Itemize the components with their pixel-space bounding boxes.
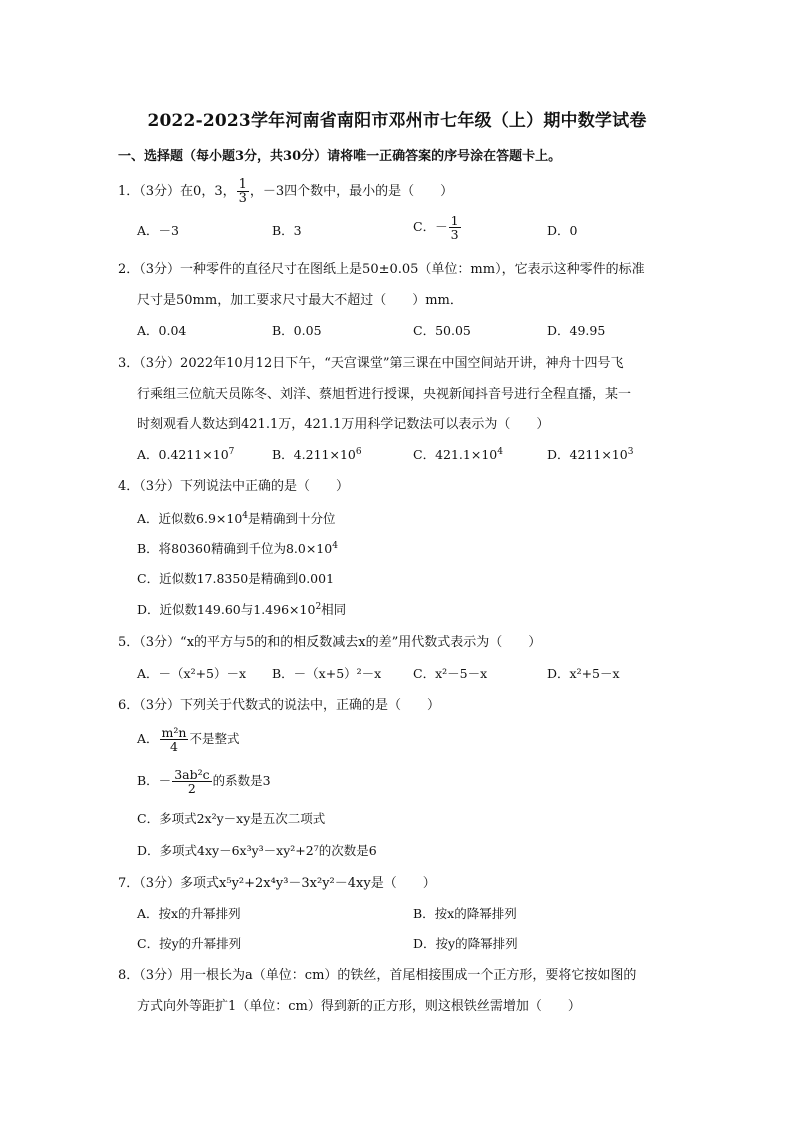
fraction: $\frac{1}{3}$ xyxy=(450,213,459,242)
q6-option-d: D．多项式4xy－6x³y³－xy²+2⁷的次数是6 xyxy=(137,843,377,858)
q7-option-b: B．按x的降幂排列 xyxy=(413,906,517,921)
q2-option-c: C．50.05 xyxy=(413,323,471,338)
q6-option-b: B．－ $\frac{\text{3ab²c}}{2}$ 的系数是3 xyxy=(137,767,271,796)
q2-option-d: D．49.95 xyxy=(547,323,606,338)
question-5-stem: 5．（3分）“x的平方与5的和的相反数减去x的差”用代数式表示为（ ） xyxy=(118,635,542,650)
q3-option-b: B．$4.211\times 10^6$ xyxy=(272,446,362,462)
q4-option-d: D．近似数149.60与$1.496\times 10^2$相同 xyxy=(137,601,347,617)
fraction: $\frac{\text{m²n}}{4}$ xyxy=(161,725,187,754)
q3-option-c: C．$421.1\times 10^4$ xyxy=(413,446,503,462)
q7-option-a: A．按x的升幂排列 xyxy=(137,906,241,921)
question-8-line1: 8．（3分）用一根长为a（单位：cm）的铁丝，首尾相接围成一个正方形，要将它按如图的 xyxy=(118,968,637,983)
q2-option-b: B．0.05 xyxy=(272,323,322,338)
q3-option-a: A．$0.4211\times 10^7$ xyxy=(137,446,235,462)
question-8-line2: 方式向外等距扩1（单位：cm）得到新的正方形，则这根铁丝需增加（ ） xyxy=(137,999,581,1014)
q1-option-d: D．0 xyxy=(547,223,578,238)
q4-option-a: A．近似数$6.9\times 10^4$是精确到十分位 xyxy=(137,510,336,526)
q4-option-c: C．近似数17.8350是精确到0.001 xyxy=(137,571,335,586)
question-2-line1: 2．（3分）一种零件的直径尺寸在图纸上是50±0.05（单位：mm），它表示这种零件的标准 xyxy=(118,262,645,277)
q1-option-c: C．－ $\frac{1}{3}$ xyxy=(413,213,459,242)
fraction: $\frac{\text{3ab²c}}{2}$ xyxy=(174,767,210,796)
section-heading: 一、选择题（每小题3分，共30分）请将唯一正确答案的序号涂在答题卡上。 xyxy=(118,149,562,164)
question-7-stem: 7．（3分）多项式x⁵y²+2x⁴y³－3x²y²－4xy是（ ） xyxy=(118,876,436,891)
q1-option-b: B．3 xyxy=(272,223,302,238)
question-2-line2: 尺寸是50mm，加工要求尺寸最大不超过（ ）mm． xyxy=(137,293,463,308)
q6-option-a: A． $\frac{\text{m²n}}{4}$ 不是整式 xyxy=(137,725,240,754)
page-title: 2022-2023学年河南省南阳市邓州市七年级（上）期中数学试卷 xyxy=(147,111,647,131)
question-1-stem: 1．（3分）在0，3， $\frac{1}{3}$ ，－3四个数中，最小的是（ ） xyxy=(118,177,454,206)
q7-option-d: D．按y的降幂排列 xyxy=(413,936,518,951)
question-3-line2: 行乘组三位航天员陈冬、刘洋、蔡旭哲进行授课，央视新闻抖音号进行全程直播，某一 xyxy=(137,387,632,402)
question-3-line3: 时刻观看人数达到421.1万，421.1万用科学记数法可以表示为（ ） xyxy=(137,417,550,432)
q3-option-d: D．$4211\times 10^3$ xyxy=(547,446,634,462)
q2-option-a: A．0.04 xyxy=(137,323,187,338)
fraction: $\frac{1}{3}$ xyxy=(238,177,247,206)
question-4-stem: 4．（3分）下列说法中正确的是（ ） xyxy=(118,479,350,494)
q4-option-b: B．将80360精确到千位为$8.0\times 10^4$ xyxy=(137,540,338,556)
q7-option-c: C．按y的升幂排列 xyxy=(137,936,242,951)
q6-option-c: C．多项式2x²y－xy是五次二项式 xyxy=(137,811,326,826)
q1-option-a: A．－3 xyxy=(137,223,179,238)
q5-option-c: C．x²－5－x xyxy=(413,666,488,681)
question-6-stem: 6．（3分）下列关于代数式的说法中，正确的是（ ） xyxy=(118,698,441,713)
q5-option-a: A．－（x²+5）－x xyxy=(137,666,247,681)
q5-option-b: B．－（x+5）²－x xyxy=(272,666,382,681)
question-3-line1: 3．（3分）2022年10月12日下午，“天宫课堂”第三课在中国空间站开讲，神舟十四号飞 xyxy=(118,356,624,371)
q5-option-d: D．x²+5－x xyxy=(547,666,620,681)
